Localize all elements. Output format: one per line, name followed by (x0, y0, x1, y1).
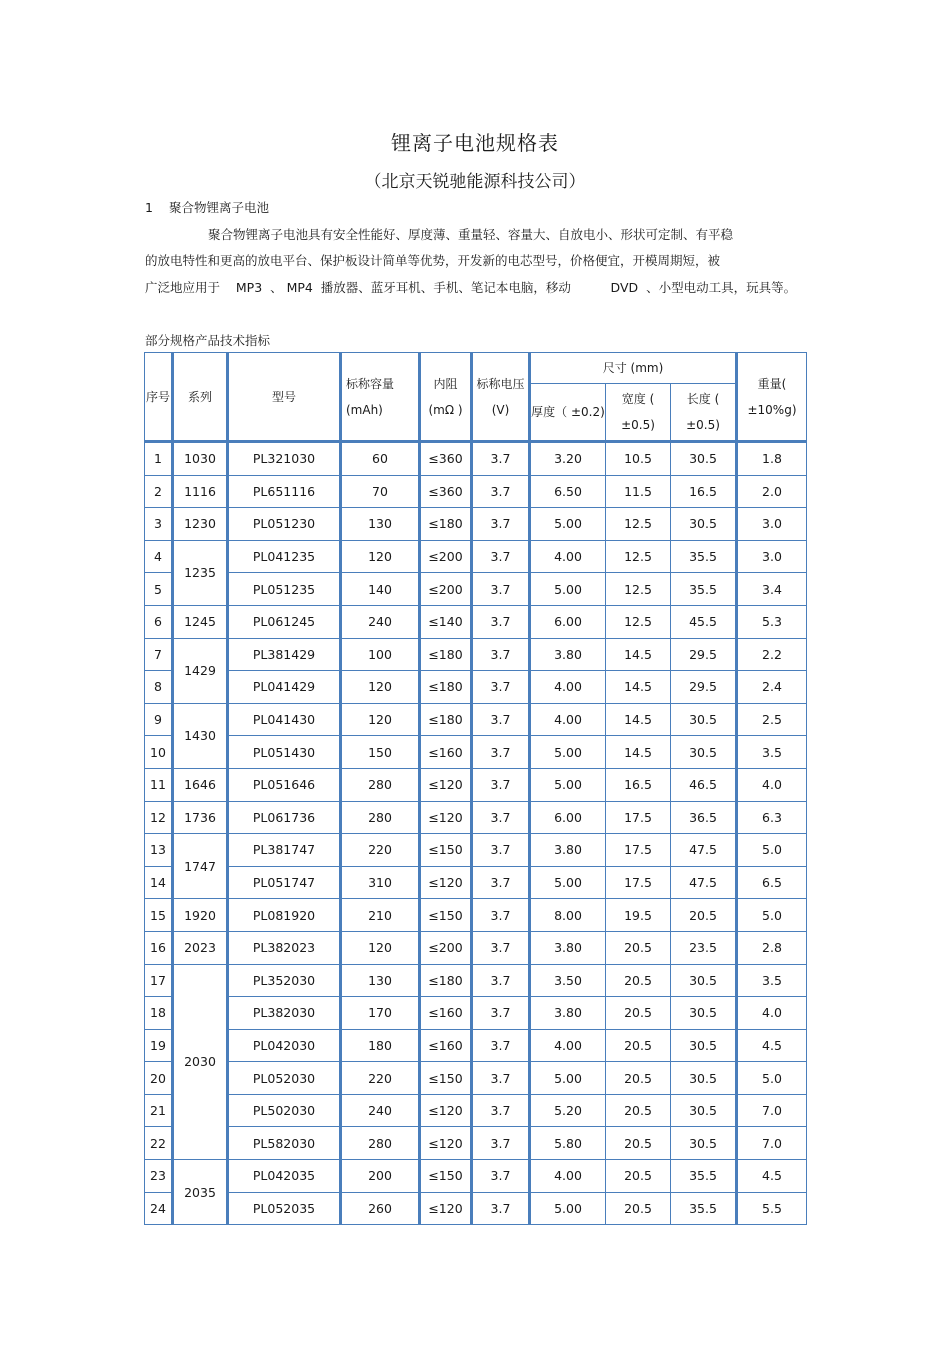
cell-model: PL321030 (228, 442, 341, 476)
cell-capacity: 120 (341, 540, 420, 573)
table-row (145, 1160, 807, 1193)
cell-thickness: 5.20 (530, 1094, 606, 1127)
section-heading (145, 198, 269, 216)
cell-capacity: 130 (341, 964, 420, 997)
table-row (145, 540, 807, 573)
cell-seq: 17 (145, 964, 173, 997)
header-weight: 重量( ±10%g) (737, 353, 807, 442)
cell-voltage: 3.7 (472, 508, 530, 541)
cell-length: 35.5 (671, 1160, 737, 1193)
header-size: 尺寸 (mm) (530, 353, 737, 384)
cell-width: 14.5 (606, 638, 671, 671)
table-row (145, 899, 807, 932)
cell-weight: 2.5 (737, 703, 807, 736)
table-row (145, 736, 807, 769)
cell-series: 1747 (173, 834, 228, 899)
cell-capacity: 310 (341, 866, 420, 899)
cell-thickness: 8.00 (530, 899, 606, 932)
cell-weight: 5.0 (737, 834, 807, 867)
cell-length: 30.5 (671, 1029, 737, 1062)
cell-model: PL381747 (228, 834, 341, 867)
table-body (145, 442, 807, 1225)
cell-thickness: 3.50 (530, 964, 606, 997)
cell-resistance: ≤150 (420, 899, 472, 932)
cell-series: 1429 (173, 638, 228, 703)
cell-seq: 7 (145, 638, 173, 671)
cell-thickness: 3.80 (530, 834, 606, 867)
cell-seq: 12 (145, 801, 173, 834)
cell-thickness: 5.00 (530, 1062, 606, 1095)
cell-seq: 13 (145, 834, 173, 867)
cell-capacity: 280 (341, 1127, 420, 1160)
table-row (145, 1094, 807, 1127)
header-series: 系列 (173, 353, 228, 442)
cell-weight: 7.0 (737, 1127, 807, 1160)
cell-seq: 4 (145, 540, 173, 573)
cell-capacity: 240 (341, 1094, 420, 1127)
table-row (145, 997, 807, 1030)
cell-thickness: 5.00 (530, 508, 606, 541)
cell-resistance: ≤160 (420, 1029, 472, 1062)
cell-length: 20.5 (671, 899, 737, 932)
cell-voltage: 3.7 (472, 475, 530, 508)
cell-seq: 5 (145, 573, 173, 606)
cell-seq: 9 (145, 703, 173, 736)
cell-capacity: 220 (341, 834, 420, 867)
cell-weight: 4.0 (737, 768, 807, 801)
cell-length: 36.5 (671, 801, 737, 834)
cell-model: PL051230 (228, 508, 341, 541)
cell-voltage: 3.7 (472, 671, 530, 704)
cell-seq: 14 (145, 866, 173, 899)
header-width: 宽度 ( ±0.5) (606, 384, 671, 442)
cell-thickness: 5.00 (530, 736, 606, 769)
cell-length: 30.5 (671, 508, 737, 541)
cell-width: 12.5 (606, 605, 671, 638)
cell-capacity: 100 (341, 638, 420, 671)
section-title: 聚合物锂离子电池 (168, 200, 269, 215)
cell-capacity: 170 (341, 997, 420, 1030)
cell-series: 2030 (173, 964, 228, 1160)
cell-voltage: 3.7 (472, 1094, 530, 1127)
cell-resistance: ≤120 (420, 866, 472, 899)
cell-weight: 4.0 (737, 997, 807, 1030)
cell-model: PL382023 (228, 931, 341, 964)
cell-thickness: 6.50 (530, 475, 606, 508)
cell-voltage: 3.7 (472, 638, 530, 671)
cell-thickness: 5.00 (530, 1192, 606, 1225)
cell-weight: 6.3 (737, 801, 807, 834)
table-row (145, 671, 807, 704)
cell-series: 1736 (173, 801, 228, 834)
cell-capacity: 60 (341, 442, 420, 476)
cell-series: 1430 (173, 703, 228, 768)
cell-width: 17.5 (606, 834, 671, 867)
cell-resistance: ≤120 (420, 801, 472, 834)
cell-resistance: ≤150 (420, 1160, 472, 1193)
cell-width: 20.5 (606, 1062, 671, 1095)
cell-thickness: 3.80 (530, 638, 606, 671)
table-row (145, 866, 807, 899)
cell-resistance: ≤180 (420, 703, 472, 736)
cell-model: PL382030 (228, 997, 341, 1030)
cell-resistance: ≤180 (420, 964, 472, 997)
cell-width: 20.5 (606, 931, 671, 964)
table-caption: 部分规格产品技术指标 (145, 333, 271, 348)
cell-length: 30.5 (671, 964, 737, 997)
cell-seq: 24 (145, 1192, 173, 1225)
cell-thickness: 5.00 (530, 866, 606, 899)
table-row (145, 605, 807, 638)
cell-seq: 23 (145, 1160, 173, 1193)
cell-model: PL502030 (228, 1094, 341, 1127)
cell-seq: 21 (145, 1094, 173, 1127)
cell-voltage: 3.7 (472, 801, 530, 834)
table-row (145, 703, 807, 736)
cell-seq: 22 (145, 1127, 173, 1160)
cell-model: PL051747 (228, 866, 341, 899)
cell-length: 30.5 (671, 1094, 737, 1127)
cell-model: PL381429 (228, 638, 341, 671)
cell-thickness: 3.20 (530, 442, 606, 476)
cell-length: 29.5 (671, 671, 737, 704)
cell-length: 47.5 (671, 834, 737, 867)
cell-resistance: ≤200 (420, 931, 472, 964)
cell-series: 1030 (173, 442, 228, 476)
cell-width: 20.5 (606, 1094, 671, 1127)
cell-voltage: 3.7 (472, 1127, 530, 1160)
table-row (145, 1062, 807, 1095)
cell-width: 11.5 (606, 475, 671, 508)
cell-width: 17.5 (606, 866, 671, 899)
cell-weight: 4.5 (737, 1160, 807, 1193)
header-resistance: 内阻(mΩ ) (420, 353, 472, 442)
table-row (145, 801, 807, 834)
cell-weight: 3.4 (737, 573, 807, 606)
cell-model: PL042030 (228, 1029, 341, 1062)
cell-model: PL352030 (228, 964, 341, 997)
cell-capacity: 150 (341, 736, 420, 769)
cell-width: 20.5 (606, 1029, 671, 1062)
cell-voltage: 3.7 (472, 605, 530, 638)
cell-seq: 16 (145, 931, 173, 964)
header-capacity: 标称容量(mAh) (341, 353, 420, 442)
cell-length: 35.5 (671, 573, 737, 606)
cell-voltage: 3.7 (472, 768, 530, 801)
cell-resistance: ≤180 (420, 508, 472, 541)
cell-capacity: 120 (341, 703, 420, 736)
cell-weight: 3.0 (737, 540, 807, 573)
cell-capacity: 200 (341, 1160, 420, 1193)
document-title: 锂离子电池规格表 (391, 131, 559, 155)
cell-model: PL041429 (228, 671, 341, 704)
cell-weight: 2.8 (737, 931, 807, 964)
cell-model: PL042035 (228, 1160, 341, 1193)
cell-voltage: 3.7 (472, 834, 530, 867)
cell-series: 1230 (173, 508, 228, 541)
section-number: 1 (145, 200, 153, 215)
cell-resistance: ≤120 (420, 1127, 472, 1160)
cell-resistance: ≤200 (420, 573, 472, 606)
cell-weight: 4.5 (737, 1029, 807, 1062)
cell-weight: 1.8 (737, 442, 807, 476)
cell-voltage: 3.7 (472, 899, 530, 932)
cell-series: 1920 (173, 899, 228, 932)
cell-model: PL051646 (228, 768, 341, 801)
cell-length: 30.5 (671, 997, 737, 1030)
table-row (145, 1192, 807, 1225)
cell-width: 20.5 (606, 964, 671, 997)
cell-seq: 6 (145, 605, 173, 638)
cell-voltage: 3.7 (472, 442, 530, 476)
cell-model: PL051235 (228, 573, 341, 606)
cell-model: PL061245 (228, 605, 341, 638)
table-row (145, 508, 807, 541)
cell-model: PL052035 (228, 1192, 341, 1225)
header-seq: 序号 (145, 353, 173, 442)
cell-capacity: 70 (341, 475, 420, 508)
cell-resistance: ≤120 (420, 768, 472, 801)
cell-thickness: 5.00 (530, 573, 606, 606)
cell-voltage: 3.7 (472, 1062, 530, 1095)
cell-weight: 5.5 (737, 1192, 807, 1225)
document-subtitle: （北京天锐驰能源科技公司） (364, 172, 586, 192)
cell-width: 20.5 (606, 1160, 671, 1193)
cell-length: 30.5 (671, 1062, 737, 1095)
cell-thickness: 4.00 (530, 540, 606, 573)
cell-width: 20.5 (606, 997, 671, 1030)
cell-model: PL052030 (228, 1062, 341, 1095)
cell-seq: 1 (145, 442, 173, 476)
cell-width: 12.5 (606, 540, 671, 573)
cell-series: 2023 (173, 931, 228, 964)
cell-width: 12.5 (606, 573, 671, 606)
cell-length: 30.5 (671, 736, 737, 769)
table-row (145, 964, 807, 997)
cell-capacity: 180 (341, 1029, 420, 1062)
cell-width: 20.5 (606, 1127, 671, 1160)
cell-resistance: ≤120 (420, 1094, 472, 1127)
cell-length: 23.5 (671, 931, 737, 964)
cell-length: 35.5 (671, 1192, 737, 1225)
cell-resistance: ≤160 (420, 997, 472, 1030)
table-row (145, 1127, 807, 1160)
table-row (145, 442, 807, 476)
cell-capacity: 120 (341, 931, 420, 964)
table-row (145, 638, 807, 671)
cell-thickness: 4.00 (530, 671, 606, 704)
cell-capacity: 140 (341, 573, 420, 606)
cell-weight: 3.0 (737, 508, 807, 541)
cell-resistance: ≤150 (420, 1062, 472, 1095)
cell-thickness: 4.00 (530, 1029, 606, 1062)
cell-length: 30.5 (671, 442, 737, 476)
cell-weight: 5.3 (737, 605, 807, 638)
table-row (145, 1029, 807, 1062)
cell-capacity: 280 (341, 768, 420, 801)
table-row (145, 931, 807, 964)
cell-capacity: 210 (341, 899, 420, 932)
cell-model: PL041430 (228, 703, 341, 736)
cell-voltage: 3.7 (472, 573, 530, 606)
cell-weight: 5.0 (737, 899, 807, 932)
cell-width: 20.5 (606, 1192, 671, 1225)
cell-model: PL041235 (228, 540, 341, 573)
cell-length: 29.5 (671, 638, 737, 671)
header-model: 型号 (228, 353, 341, 442)
cell-seq: 11 (145, 768, 173, 801)
cell-seq: 10 (145, 736, 173, 769)
cell-thickness: 5.00 (530, 768, 606, 801)
cell-capacity: 130 (341, 508, 420, 541)
cell-resistance: ≤150 (420, 834, 472, 867)
header-length: 长度 ( ±0.5) (671, 384, 737, 442)
cell-model: PL582030 (228, 1127, 341, 1160)
cell-voltage: 3.7 (472, 1160, 530, 1193)
cell-seq: 2 (145, 475, 173, 508)
cell-thickness: 5.80 (530, 1127, 606, 1160)
cell-weight: 6.5 (737, 866, 807, 899)
cell-seq: 15 (145, 899, 173, 932)
table-row (145, 475, 807, 508)
cell-voltage: 3.7 (472, 866, 530, 899)
cell-width: 12.5 (606, 508, 671, 541)
cell-resistance: ≤180 (420, 638, 472, 671)
cell-capacity: 280 (341, 801, 420, 834)
cell-thickness: 4.00 (530, 1160, 606, 1193)
cell-weight: 3.5 (737, 736, 807, 769)
cell-model: PL651116 (228, 475, 341, 508)
cell-width: 17.5 (606, 801, 671, 834)
cell-voltage: 3.7 (472, 964, 530, 997)
cell-length: 46.5 (671, 768, 737, 801)
cell-thickness: 4.00 (530, 703, 606, 736)
cell-voltage: 3.7 (472, 703, 530, 736)
cell-length: 16.5 (671, 475, 737, 508)
cell-weight: 5.0 (737, 1062, 807, 1095)
cell-seq: 19 (145, 1029, 173, 1062)
cell-seq: 3 (145, 508, 173, 541)
cell-thickness: 3.80 (530, 931, 606, 964)
cell-width: 14.5 (606, 671, 671, 704)
cell-series: 1116 (173, 475, 228, 508)
cell-model: PL061736 (228, 801, 341, 834)
cell-length: 35.5 (671, 540, 737, 573)
header-voltage: 标称电压(V) (472, 353, 530, 442)
cell-series: 1646 (173, 768, 228, 801)
cell-voltage: 3.7 (472, 931, 530, 964)
header-thickness: 厚度（ ±0.2) (530, 384, 606, 442)
cell-length: 30.5 (671, 703, 737, 736)
intro-line-1: 聚合物锂离子电池具有安全性能好、厚度薄、重量轻、容量大、自放电小、形状可定制、有平稳 (208, 227, 734, 242)
cell-model: PL081920 (228, 899, 341, 932)
cell-thickness: 6.00 (530, 801, 606, 834)
spec-table (144, 352, 807, 1225)
cell-series: 1245 (173, 605, 228, 638)
cell-thickness: 3.80 (530, 997, 606, 1030)
cell-voltage: 3.7 (472, 1192, 530, 1225)
cell-resistance: ≤360 (420, 475, 472, 508)
intro-line-2: 的放电特性和更高的放电平台、保护板设计简单等优势，开发新的电芯型号，价格便宜，开模周期短，被 (145, 253, 721, 268)
cell-resistance: ≤200 (420, 540, 472, 573)
cell-length: 30.5 (671, 1127, 737, 1160)
cell-weight: 3.5 (737, 964, 807, 997)
cell-resistance: ≤160 (420, 736, 472, 769)
cell-seq: 8 (145, 671, 173, 704)
cell-width: 19.5 (606, 899, 671, 932)
cell-capacity: 120 (341, 671, 420, 704)
cell-width: 10.5 (606, 442, 671, 476)
cell-weight: 2.0 (737, 475, 807, 508)
cell-capacity: 260 (341, 1192, 420, 1225)
cell-capacity: 220 (341, 1062, 420, 1095)
cell-weight: 7.0 (737, 1094, 807, 1127)
table-row (145, 573, 807, 606)
table-row (145, 768, 807, 801)
cell-width: 14.5 (606, 703, 671, 736)
cell-resistance: ≤120 (420, 1192, 472, 1225)
cell-model: PL051430 (228, 736, 341, 769)
cell-seq: 18 (145, 997, 173, 1030)
cell-length: 47.5 (671, 866, 737, 899)
cell-weight: 2.2 (737, 638, 807, 671)
cell-voltage: 3.7 (472, 540, 530, 573)
cell-width: 16.5 (606, 768, 671, 801)
cell-capacity: 240 (341, 605, 420, 638)
cell-seq: 20 (145, 1062, 173, 1095)
cell-resistance: ≤180 (420, 671, 472, 704)
cell-voltage: 3.7 (472, 1029, 530, 1062)
cell-series: 1235 (173, 540, 228, 605)
cell-thickness: 6.00 (530, 605, 606, 638)
cell-resistance: ≤140 (420, 605, 472, 638)
cell-voltage: 3.7 (472, 997, 530, 1030)
cell-weight: 2.4 (737, 671, 807, 704)
cell-series: 2035 (173, 1160, 228, 1225)
cell-voltage: 3.7 (472, 736, 530, 769)
table-row (145, 834, 807, 867)
cell-length: 45.5 (671, 605, 737, 638)
cell-width: 14.5 (606, 736, 671, 769)
intro-line-3: 广泛地应用于 MP3 、 MP4 播放器、蓝牙耳机、手机、笔记本电脑，移动 DVD 、小型电动工具，玩具等。 (145, 280, 797, 295)
cell-resistance: ≤360 (420, 442, 472, 476)
